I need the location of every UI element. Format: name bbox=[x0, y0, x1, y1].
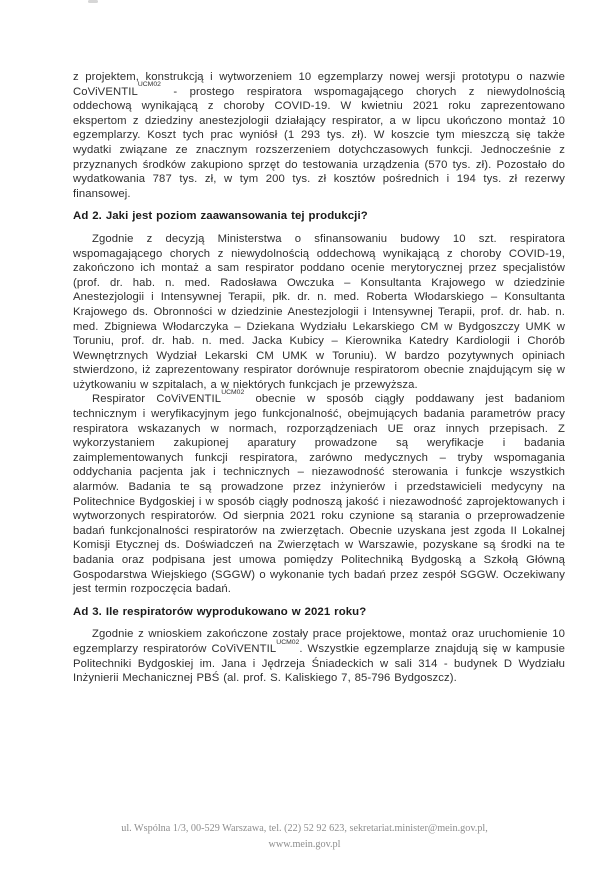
superscript-label: UCM02 bbox=[221, 389, 245, 397]
paragraph-production-2021: Zgodnie z wnioskiem zakończone zostały prace projektowe, montaż oraz uruchomienie 10 egzemplarzy respiratorów CoViVENTIL$^{UCM02}$. Wszystkie egzemplarze znajdują się w kampusie Politechniki Bydgoskiej im. Jana i Jędrzeja Śniadeckich w sali 314 - budynek D Wydziału Inżynierii Mechanicznej PBŚ (al. prof. S. Kaliskiego 7, 85-796 Bydgoszcz). bbox=[73, 628, 565, 685]
document-body bbox=[73, 70, 565, 686]
page-footer bbox=[0, 821, 609, 852]
superscript-label: UCM02 bbox=[276, 638, 300, 646]
paragraph-testing-status: Respirator CoViVENTIL$^{UCM02}$ obecnie w sposób ciągły poddawany jest badaniom technicznym i weryfikacyjnym jego funkcjonalność, obejmujących badania parametrów pracy respiratora wskazanych w normach, rozporządzeniach UE oraz innych przepisach. Z wykorzystaniem zakupionej aparatury prowadzone są weryfikacje i badania zaimplementowanych funkcji respiratora, zarówno medycznych – tryby wspomagania oddychania pacjenta jak i technicznych – niezawodność sterowania i funkcje wszystkich alarmów. Badania te są prowadzone przez inżynierów i przedstawicieli medycyny na Politechnice Bydgoskiej i w sposób ciągły podnoszą jakość i niezawodność zaprojektowanych i wytworzonych respiratorów. Od sierpnia 2021 roku czynione są starania o przeprowadzenie badań funkcjonalności respiratorów na zwierzętach. Obecnie uzyskana jest zgoda II Lokalnej Komisji Etycznej ds. Doświadczeń na Zwierzętach w Warszawie, pozyskane są środki na te badania oraz podpisana jest umowa pomiędzy Politechniką Bydgoską a Szkołą Główną Gospodarstwa Wiejskiego (SGGW) o wykonanie tych badań przez zespół SGGW. Oczekiwany jest termin rozpoczęcia badań. bbox=[73, 389, 566, 596]
footer-address-line: ul. Wspólna 1/3, 00-529 Warszawa, tel. (22) 52 92 623, sekretariat.minister@mein.gov.pl, bbox=[121, 823, 488, 834]
paragraph-production-status: Zgodnie z decyzją Ministerstwa o sfinansowaniu budowy 10 szt. respiratora wspomagającego chorych z niewydolnością oddechową wynikającą z choroby COVID-19, zakończono ich montaż a sam respirator poddano ocenie merytorycznej przez specjalistów (prof. dr. hab. n. med. Radosława Owczuka – Konsultanta Krajowego w dziedzinie Anestezjologii i Intensywnej Terapii, płk. dr. n. med. Roberta Włodarskiego – Konsultanta Krajowego ds. Obronności w dziedzinie Anestezjologii i Intensywnej Terapii, prof. dr. hab. n. med. Zbigniewa Włodarczyka – Dziekana Wydziału Lekarskiego CM w Bydgoszczy UMK w Toruniu, prof. dr. hab. n. med. Jacka Kubicy – Kierownika Katedry Kardiologii i Chorób Wewnętrznych Wydział Lekarski CM UMK w Toruniu). W bardzo pozytywnych opiniach stwierdzono, iż zaprezentowany respirator dorównuje respiratorom obecnie znajdującym się w użytkowaniu w szpitalach, a w niektórych funkcjach je przewyższa. bbox=[73, 232, 565, 391]
heading-ad2: Ad 2. Jaki jest poziom zaawansowania tej produkcji? bbox=[73, 210, 368, 223]
heading-ad3: Ad 3. Ile respiratorów wyprodukowano w 2021 roku? bbox=[73, 605, 367, 618]
paragraph-project-costs: z projektem, konstrukcją i wytworzeniem 10 egzemplarzy nowej wersji prototypu o nazwie CoViVENTIL$^{UCM02}$ - prostego respiratora wspomagającego chorych z niewydolnością oddechową wynikającą z choroby COVID-19. W kwietniu 2021 roku zaprezentowano ekspertom z dziedziny anestezjologii działający respirator, a w lipcu ukończono montaż 10 egzemplarzy. Koszt tych prac wyniósł (1 293 tys. zł). W koszcie tym mieszczą się także wydatki związane ze znacznym rozszerzeniem dotychczasowych funkcji. Jednocześnie z przyznanych środków zakupiono sprzęt do testowania urządzenia (570 tys. zł). Pozostało do wydatkowania 787 tys. zł, w tym 200 tys. zł kosztów pośrednich i 194 tys. zł rezerwy finansowej. bbox=[73, 71, 565, 200]
footer-website: www.mein.gov.pl bbox=[268, 838, 341, 850]
scan-artifact bbox=[88, 0, 98, 3]
superscript-label: UCM02 bbox=[137, 81, 161, 89]
